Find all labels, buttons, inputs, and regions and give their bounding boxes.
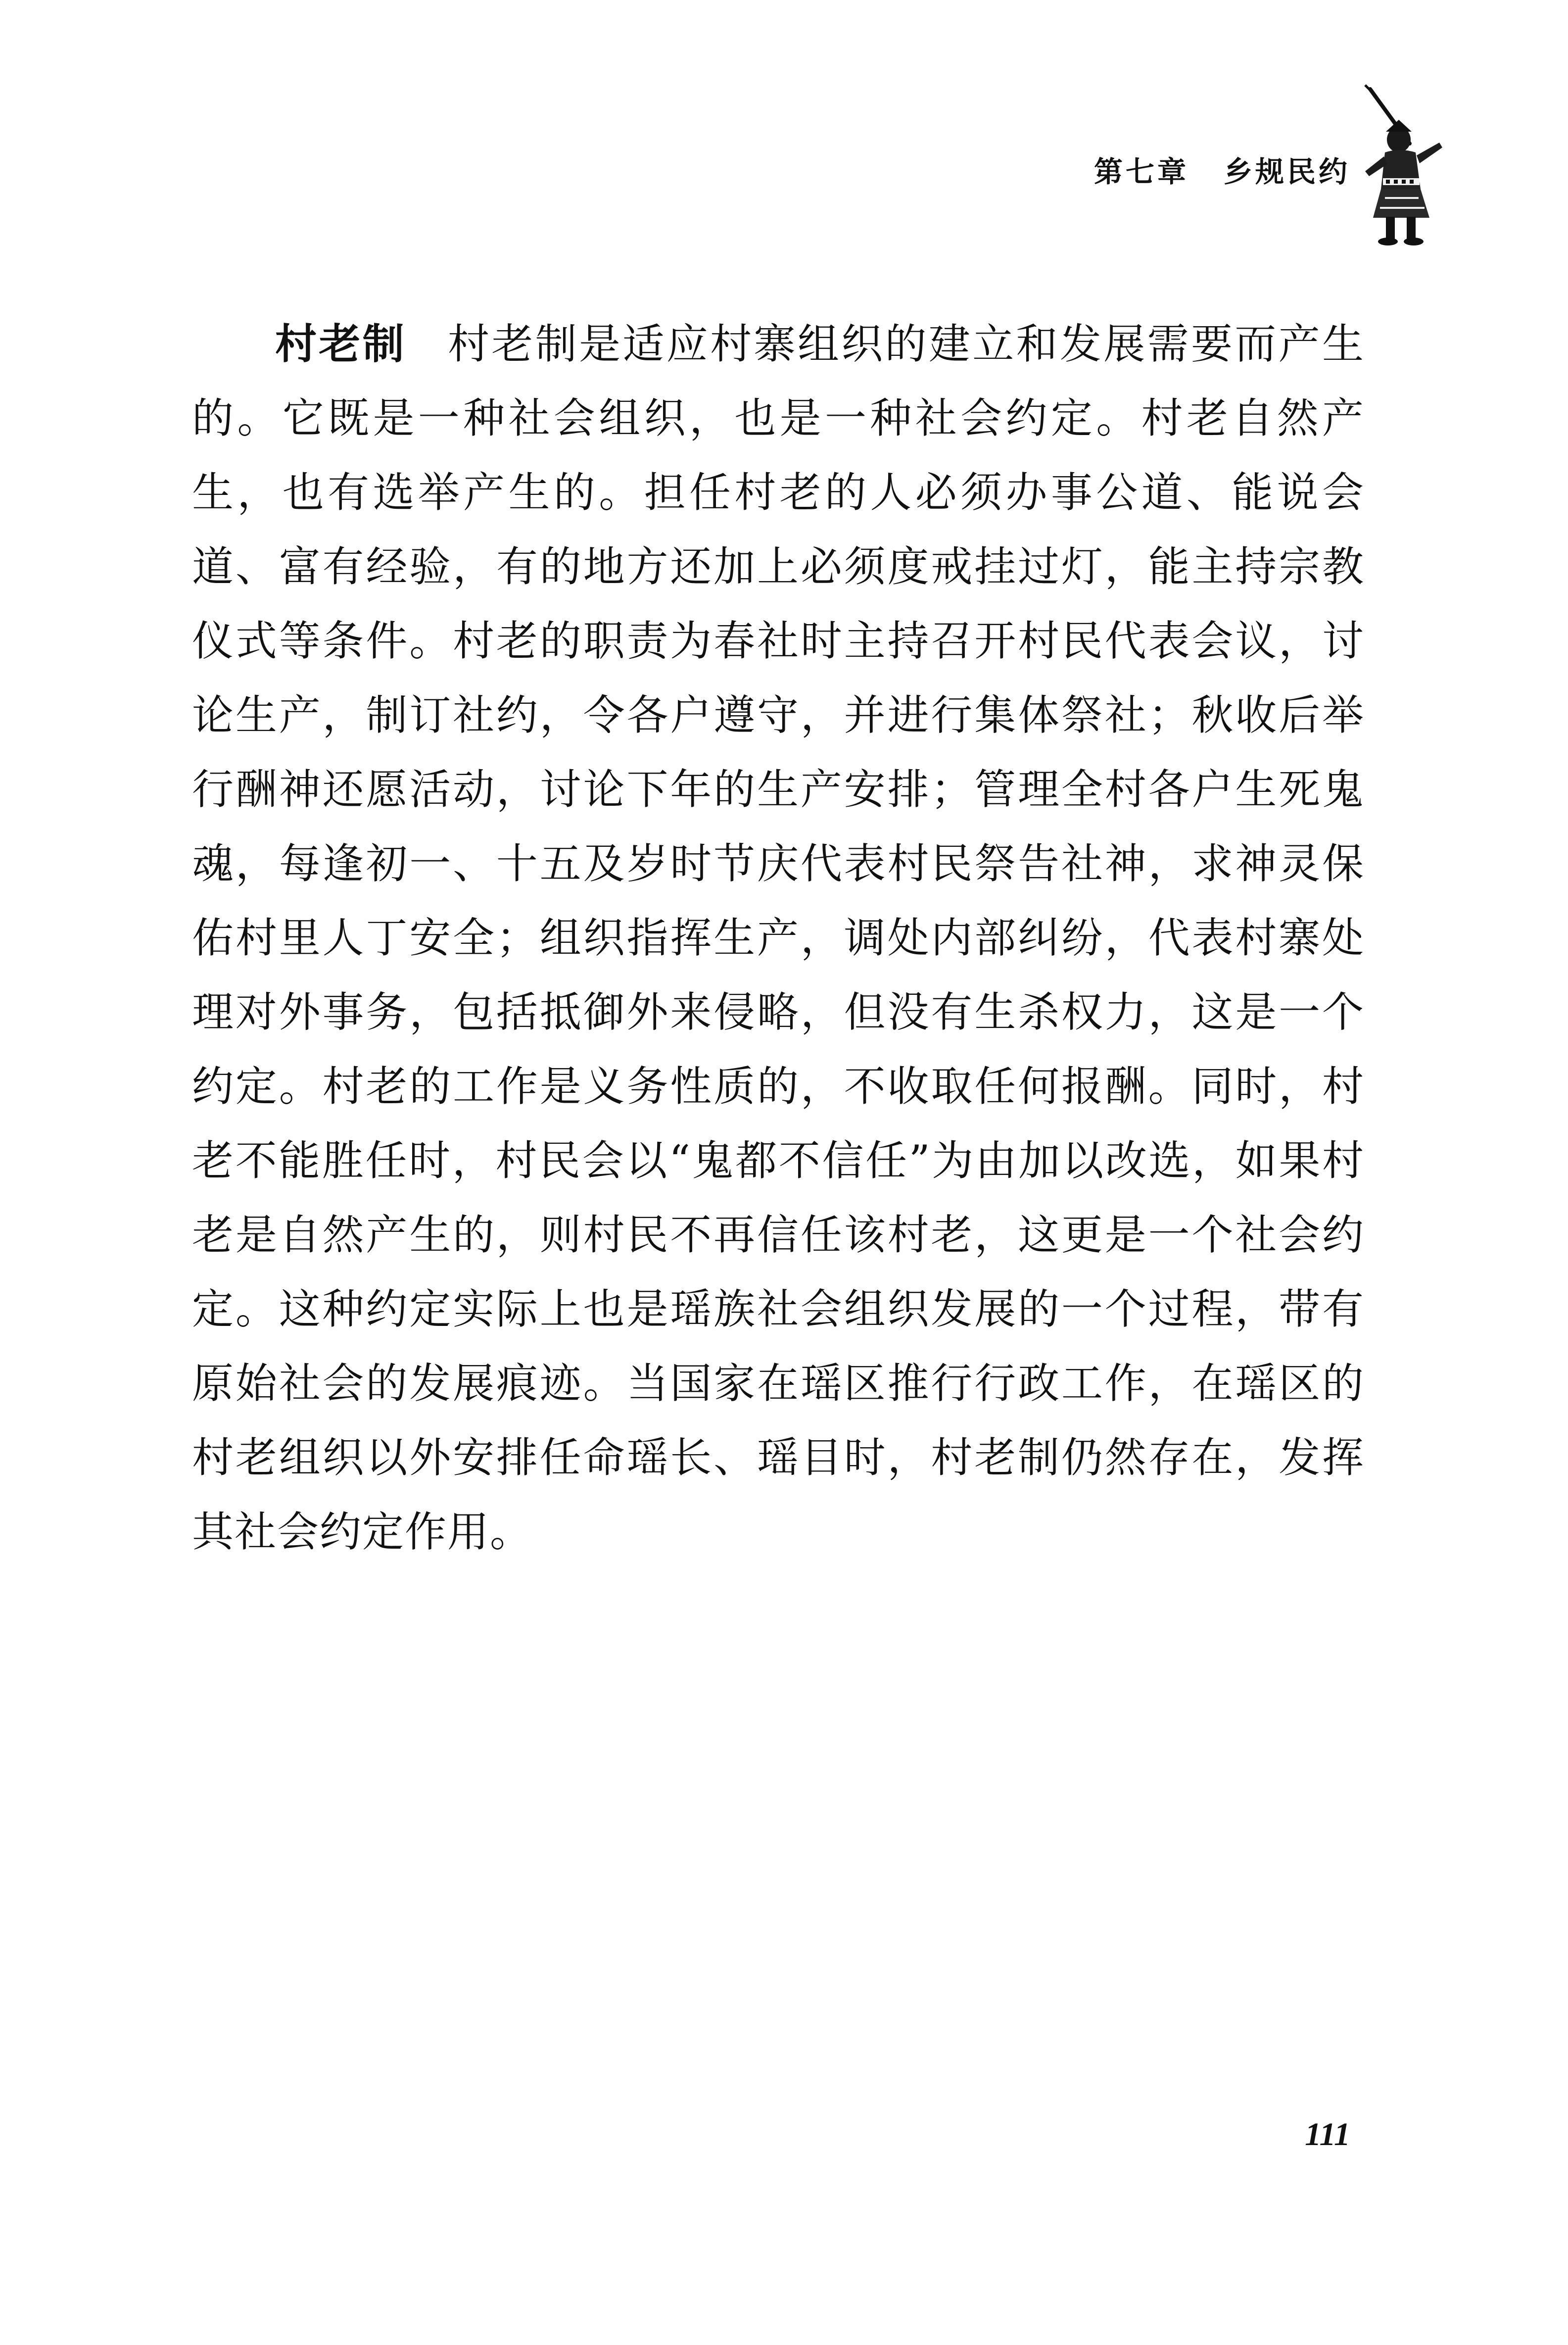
section-title: 乡规民约	[1223, 155, 1350, 189]
yao-warrior-figure-icon	[1355, 84, 1444, 247]
article-body: 村老制是适应村寨组织的建立和发展需要而产生的。它既是一种社会组织，也是一种社会约定。村老自然产生，也有选举产生的。担任村老的人必须办事公道、能说会道、富有经验，有的地方还加上必须度戒挂过灯，能主持宗教仪式等条件。村老的职责为春社时主持召开村民代表会议，讨论生产，制订社约，令各户遵守，并进行集体祭社；秋收后举行酬神还愿活动，讨论下年的生产安排；管理全村各户生死鬼魂，每逢初一、十五及岁时节庆代表村民祭告社神，求神灵保佑村里人丁安全；组织指挥生产，调处内部纠纷，代表村寨处理对外事务，包括抵御外来侵略，但没有生杀权力，这是一个约定。村老的工作是义务性质的，不收取任何报酬。同时，村老不能胜任时，村民会以“鬼都不信任”为由加以改选，如果村老是自然产生的，则村民不再信任该村老，这更是一个社会约定。这种约定实际上也是瑶族社会组织发展的一个过程，带有原始社会的发展痕迹。当国家在瑶区推行行政工作，在瑶区的村老组织以外安排任命瑶长、瑶目时，村老制仍然存在，发挥其社会约定作用。	[192, 320, 1365, 1556]
chapter-label: 第七章	[1093, 155, 1189, 189]
running-header	[1094, 148, 1350, 190]
article-paragraph	[192, 307, 1365, 1569]
page-number: 111	[1305, 2116, 1350, 2152]
term-heading: 村老制	[275, 320, 407, 368]
